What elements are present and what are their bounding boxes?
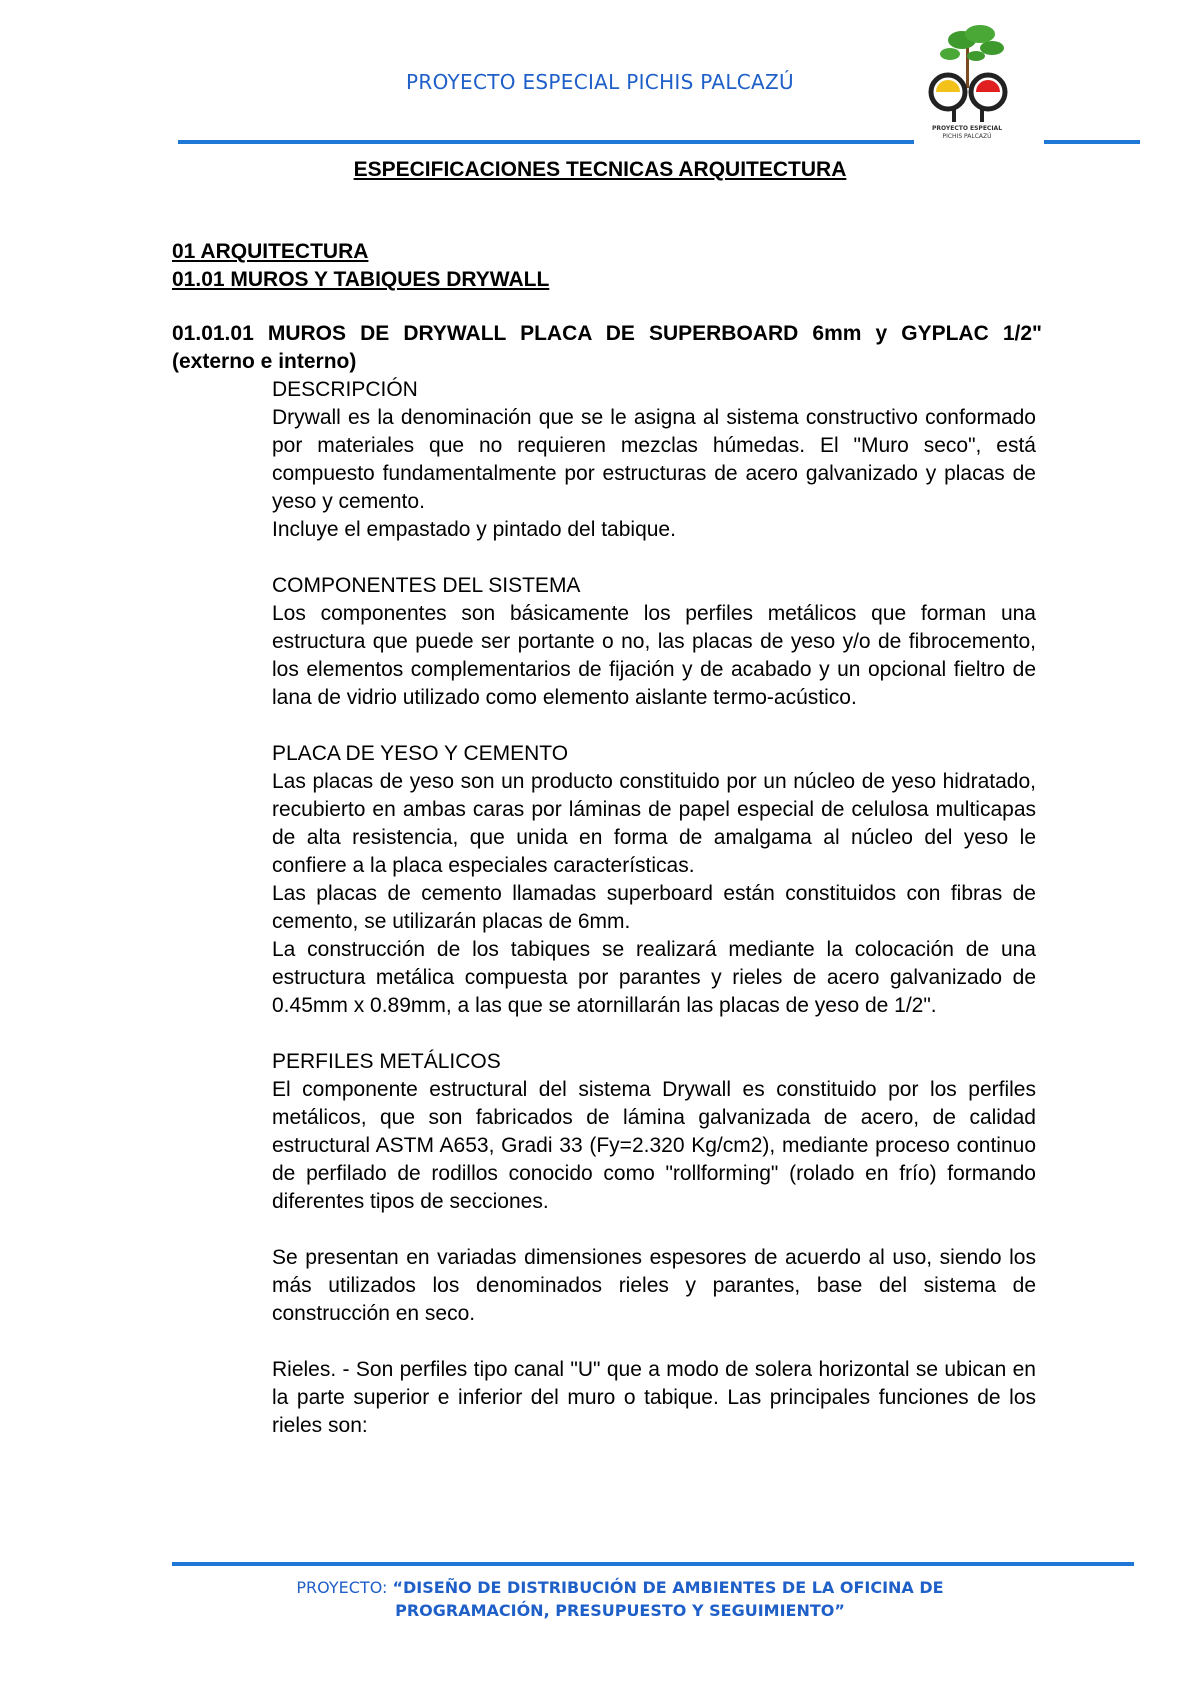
paragraph-descripcion: Drywall es la denominación que se le asigna al sistema constructivo conformado por materiales que no requieren mezclas húmedas. El "Muro seco", está compuesto fundamentalmente por estructuras de acero galvanizado y placas de yeso y cemento. — [272, 406, 1036, 513]
footer-project-line-2: PROGRAMACIÓN, PRESUPUESTO Y SEGUIMIENTO” — [395, 1601, 845, 1620]
section-heading-0101: 01.01 MUROS Y TABIQUES DRYWALL — [172, 268, 550, 291]
spacer — [272, 1328, 1036, 1356]
spacer — [272, 1020, 1036, 1048]
logo-text-2: PICHIS PALCAZÚ — [942, 133, 992, 140]
footer-rule — [172, 1562, 1134, 1566]
document-title: ESPECIFICACIONES TECNICAS ARQUITECTURA — [353, 158, 847, 181]
paragraph-placa-yeso: Las placas de yeso son un producto constituido por un núcleo de yeso hidratado, recubierto en ambas caras por láminas de papel especial de celulosa multicapas de alta resistencia, que unida en forma de amalgama al núcleo del yeso le confiere a la placa especiales características. — [272, 770, 1036, 877]
paragraph-construccion: La construcción de los tabiques se realizará mediante la colocación de una estructura metálica compuesta por parantes y rieles de acero galvanizado de 0.45mm x 0.89mm, a las que se atornillarán las placas de yeso de 1/2". — [272, 938, 1036, 1017]
footer-project-line-1: “DISEÑO DE DISTRIBUCIÓN DE AMBIENTES DE LA OFICINA DE — [392, 1578, 944, 1597]
pichis-palcazu-logo — [914, 22, 1020, 140]
paragraph-rieles: Rieles. - Son perfiles tipo canal "U" que a modo de solera horizontal se ubican en la parte superior e inferior del muro o tabique. Las principales funciones de los rieles son: — [272, 1358, 1036, 1437]
header-rule-right — [1044, 140, 1140, 144]
heading-perfiles: PERFILES METÁLICOS — [272, 1050, 501, 1073]
body-text — [272, 376, 1036, 1440]
paragraph-componentes: Los componentes son básicamente los perfiles metálicos que forman una estructura que puede ser portante o no, las placas de yeso y/o de fibrocemento, los elementos complementarios de fijación y de acabado y un opcional fieltro de lana de vidrio utilizado como elemento aislante termo-acústico. — [272, 602, 1036, 709]
footer-line-1 — [230, 1576, 1010, 1599]
paragraph-empastado: Incluye el empastado y pintado del tabique. — [272, 518, 676, 541]
footer — [230, 1576, 1010, 1622]
paragraph-perfiles: El componente estructural del sistema Drywall es constituido por los perfiles metálicos, que son fabricados de lámina galvanizada de acero, de calidad estructural ASTM A653, Gradi 33 (Fy=2.320 Kg/cm2), mediante proceso continuo de perfilado de rodillos conocido como "rollforming" (rolado en frío) formando diferentes tipos de secciones. — [272, 1078, 1036, 1213]
spacer — [272, 1216, 1036, 1244]
section-heading-01: 01 ARQUITECTURA — [172, 240, 369, 263]
heading-descripcion: DESCRIPCIÓN — [272, 378, 418, 401]
heading-placa: PLACA DE YESO Y CEMENTO — [272, 742, 569, 765]
paragraph-dimensiones: Se presentan en variadas dimensiones espesores de acuerdo al uso, siendo los más utilizados los denominados rieles y parantes, base del sistema de construcción en seco. — [272, 1246, 1036, 1325]
header-title: PROYECTO ESPECIAL PICHIS PALCAZÚ — [406, 70, 794, 94]
spacer — [272, 712, 1036, 740]
footer-label: PROYECTO: — [296, 1578, 388, 1597]
header-rule-left — [178, 140, 914, 144]
item-title-010101: 01.01.01 MUROS DE DRYWALL PLACA DE SUPERBOARD 6mm y GYPLAC 1/2" (externo e interno) — [172, 322, 1042, 373]
spacer — [272, 544, 1036, 572]
heading-componentes: COMPONENTES DEL SISTEMA — [272, 574, 581, 597]
logo-text-1: PROYECTO ESPECIAL — [931, 125, 1003, 132]
paragraph-placa-cemento: Las placas de cemento llamadas superboard están constituidos con fibras de cemento, se utilizarán placas de 6mm. — [272, 882, 1036, 933]
